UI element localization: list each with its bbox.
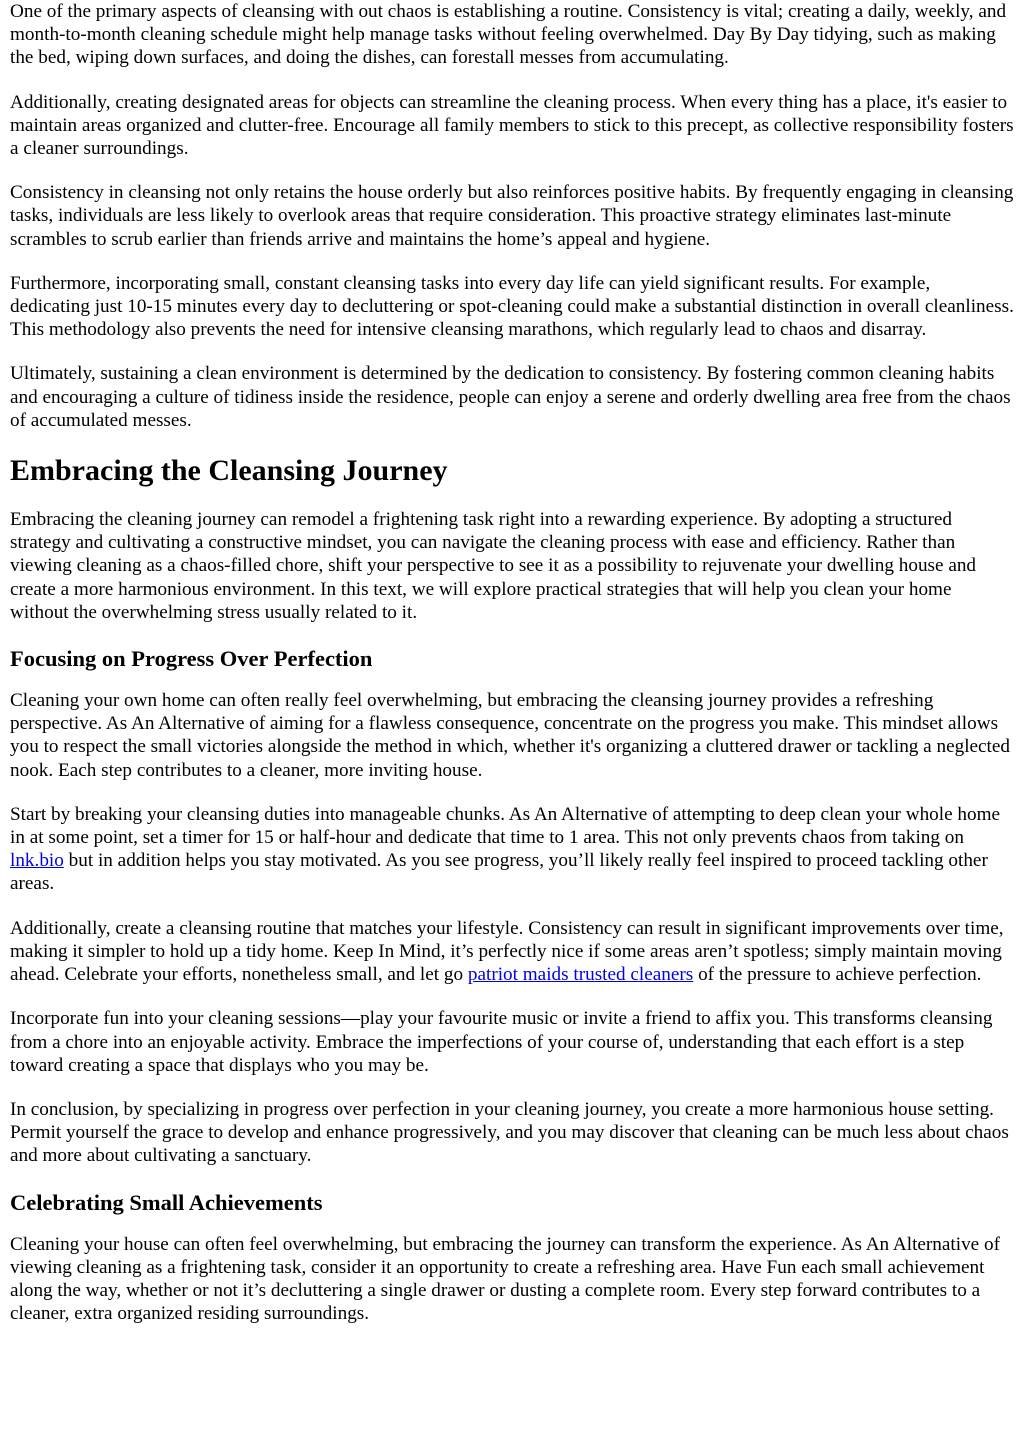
intro-paragraph-3: Consistency in cleansing not only retains the house orderly but also reinforces positive habits. By frequently engaging in cleansing tasks, individuals are less likely to overlook areas that require consideration. This proactive strategy eliminates last-minute scrambles to scrub earlier than friends arrive and maintains the home’s appeal and hygiene. <box>10 182 1014 250</box>
section-heading-progress: Focusing on Progress Over Perfection <box>10 646 373 672</box>
intro-paragraph-5: Ultimately, sustaining a clean environment is determined by the dedication to consistency. By fostering common cleaning habits and encouraging a culture of tidiness inside the residence, people can enjoy a serene and orderly dwelling area free from the chaos of accumulated messes. <box>10 363 1011 431</box>
patriot-maids-link[interactable]: patriot maids trusted cleaners <box>467 964 694 986</box>
progress-paragraph-2-after: but in addition helps you stay motivated. As you see progress, you’ll likely really feel inspired to proceed tackling other areas. <box>10 850 988 895</box>
section-heading-celebrating: Celebrating Small Achievements <box>10 1189 323 1215</box>
progress-paragraph-2-before: Start by breaking your cleansing duties into manageable chunks. As An Alternative of attempting to deep clean your whole home in at some point, set a timer for 15 or half-hour and dedicate that time to 1 area. This not only prevents chaos from taking on <box>10 803 1001 849</box>
intro-paragraph-4: Furthermore, incorporating small, constant cleansing tasks into every day life can yield significant results. For example, dedicating just 10-15 minutes every day to decluttering or spot-cleaning could make a substantial distinction in overall cleanliness. This methodology also prevents the need for intensive cleansing marathons, which regularly lead to chaos and disarray. <box>10 272 1014 341</box>
progress-paragraph-3-after: of the pressure to achieve perfection. <box>693 964 982 986</box>
progress-paragraph-3 <box>10 917 1014 987</box>
section-heading-embracing: Embracing the Cleansing Journey <box>10 454 448 488</box>
lnk-bio-link[interactable]: lnk.bio <box>10 850 64 872</box>
intro-paragraph-1: One of the primary aspects of cleansing with out chaos is establishing a routine. Consistency is vital; creating a daily, weekly, and month-to-month cleaning schedule might help manage tasks without feeling overwhelmed. Day By Day tidying, such as making the bed, wiping down surfaces, and doing the dishes, can forestall messes from accumulating. <box>10 1 1007 69</box>
progress-paragraph-2 <box>10 803 1014 896</box>
progress-paragraph-1: Cleaning your own home can often really feel overwhelming, but embracing the cleansing journey provides a refreshing perspective. As An Alternative of aiming for a flawless consequence, concentrate on the progress you make. This mindset allows you to respect the small victories alongside the method in which, whether it's organizing a cluttered drawer or tackling a neglected nook. Each step contributes to a cleaner, more inviting house. <box>10 690 1010 781</box>
progress-paragraph-5: In conclusion, by specializing in progress over perfection in your cleaning journey, you create a more harmonious house setting. Permit yourself the grace to develop and enhance progressively, and you may discover that cleaning can be much less about chaos and more about cultivating a sanctuary. <box>10 1098 1009 1167</box>
progress-paragraph-3-before: Additionally, create a cleansing routine that matches your lifestyle. Consistency can result in significant improvements over time, making it simpler to hold up a tidy home. Keep In Mind, it’s perfectly nice if some areas aren’t spotless; simply maintain moving ahead. Celebrate your efforts, nonetheless small, and let go <box>10 917 1004 986</box>
embracing-paragraph: Embracing the cleaning journey can remodel a frightening task right into a rewarding experience. By adopting a structured strategy and cultivating a constructive mindset, you can navigate the cleaning process with ease and efficiency. Rather than viewing cleaning as a chaos-filled chore, shift your perspective to see it as a possibility to rejuvenate your dwelling house and create a more harmonious environment. In this text, we will explore practical strategies that will help you clean your home without the overwhelming stress usually related to it. <box>10 509 977 623</box>
progress-paragraph-4: Incorporate fun into your cleaning sessions—play your favourite music or invite a friend to affix you. This transforms cleansing from a chore into an enjoyable activity. Embrace the imperfections of your course of, understanding that each effort is a step toward creating a space that displays who you may be. <box>10 1008 993 1076</box>
celebrating-paragraph: Cleaning your house can often feel overwhelming, but embracing the journey can transform the experience. As An Alternative of viewing cleaning as a frightening task, consider it an opportunity to create a refreshing area. Have Fun each small achievement along the way, whether or not it’s decluttering a single drawer or dusting a complete room. Every step forward contributes to a cleaner, extra organized residing surroundings. <box>10 1233 1000 1325</box>
intro-paragraph-2: Additionally, creating designated areas for objects can streamline the cleaning process. When every thing has a place, it's easier to maintain areas organized and clutter-free. Encourage all family members to stick to this precept, as collective responsibility fosters a cleaner surroundings. <box>10 91 1014 160</box>
